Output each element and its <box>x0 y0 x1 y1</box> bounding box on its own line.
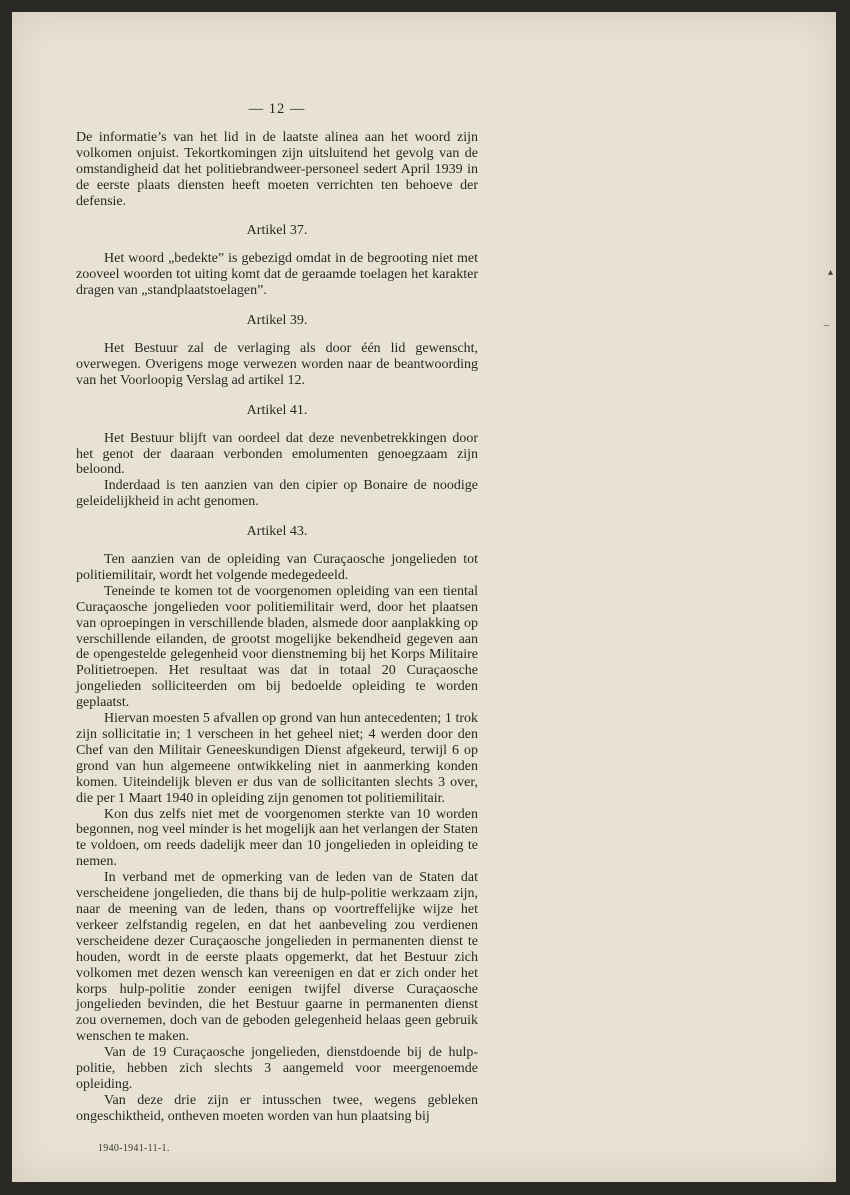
page-content <box>76 102 478 1125</box>
paragraph: Kon dus zelfs niet met de voorgenomen sterkte van 10 worden begonnen, nog veel minder is het mogelijk aan het verlangen der Staten te voldoen, om reeds dadelijk meer dan 10 jongelieden in opleiding te nemen. <box>76 806 478 870</box>
document-page <box>12 12 836 1182</box>
page-number: — 12 — <box>248 101 306 117</box>
paragraph: In verband met de opmerking van de leden van de Staten dat verscheidene jongelieden, die thans bij de hulp-politie werkzaam zijn, naar de meening van de leden, thans op voortreffelijke wijze het verkeer zelfstandig regelen, en dat het aanbeveling zou verdienen verscheidene dezer Curaçaosche jongelieden in permanenten dienst te houden, wordt in de eerste plaats opgemerkt, dat het Bestuur zich volkomen met dezen wensch kan vereenigen en dat er zich onder het korps hulp-politie zonder eenigen twijfel diverse Curaçaosche jongelieden bevinden, die het Bestuur gaarne in permanenten dienst zou overnemen, doch van de geboden gelegenheid helaas geen gebruik wenschen te maken. <box>76 870 478 1045</box>
paragraph: Het woord „bedekte” is gebezigd omdat in de begrooting niet met zooveel woorden tot uiting komt dat de geraamde toelagen het karakter dragen van „standplaatstoelagen”. <box>76 251 478 299</box>
paragraph: Inderdaad is ten aanzien van den cipier op Bonaire de noodige geleidelijkheid in acht genomen. <box>76 478 478 510</box>
paragraph: Van deze drie zijn er intusschen twee, wegens gebleken ongeschiktheid, ontheven moeten worden van hun plaatsing bij <box>76 1092 478 1124</box>
article-heading: Artikel 43. <box>246 524 308 540</box>
margin-speck: ▴ <box>828 267 834 278</box>
paragraph: Hiervan moesten 5 afvallen op grond van hun antecedenten; 1 trok zijn sollicitatie in; 1 verscheen in het geheel niet; 4 werden door den Chef van den Militair Geneeskundigen Dienst afgekeurd, terwijl 6 op grond van hun algemeene ontwikkeling niet in aanmerking konden komen. Uiteindelijk bleven er dus van de sollicitanten slechts 3 over, die per 1 Maart 1940 in opleiding zijn genomen tot politiemilitair. <box>76 711 478 806</box>
margin-dash: – <box>824 320 829 331</box>
paragraph: Teneinde te komen tot de voorgenomen opleiding van een tiental Curaçaosche jongelieden voor politiemilitair werd, door het plaatsen van oproepingen in verschillende bladen, alsmede door aanplakking op verschillende eilanden, de grootst mogelijke bekendheid gegeven aan de opengestelde gelegenheid voor dienstneming bij het Korps Militaire Politietroepen. Het resultaat was dat in totaal 20 Curaçaosche jongelieden solliciteerden om bij bedoelde opleiding te worden geplaatst. <box>76 583 478 711</box>
article-heading: Artikel 41. <box>246 402 308 418</box>
article-heading: Artikel 39. <box>246 313 308 329</box>
article-heading: Artikel 37. <box>246 223 308 239</box>
paragraph: De informatie’s van het lid in de laatste alinea aan het woord zijn volkomen onjuist. Tekortkomingen zijn uitsluitend het gevolg van de omstandigheid dat het politiebrandweer-personeel sedert April 1939 in de eerste plaats diensten heeft moeten verrichten ten behoeve der defensie. <box>76 129 478 209</box>
footer-code: 1940-1941-11-1. <box>98 1143 170 1154</box>
paragraph: Het Bestuur zal de verlaging als door één lid gewenscht, overwegen. Overigens moge verwezen worden naar de beantwoording van het Voorloopig Verslag ad artikel 12. <box>76 340 478 388</box>
paragraph: Van de 19 Curaçaosche jongelieden, dienstdoende bij de hulp-politie, hebben zich slechts 3 aangemeld voor meergenoemde opleiding. <box>76 1045 478 1092</box>
paragraph: Het Bestuur blijft van oordeel dat deze nevenbetrekkingen door het genot der daaraan verbonden emolumenten genoegzaam zijn beloond. <box>76 430 478 478</box>
paragraph: Ten aanzien van de opleiding van Curaçaosche jongelieden tot politiemilitair, wordt het volgende medegedeeld. <box>76 552 478 583</box>
